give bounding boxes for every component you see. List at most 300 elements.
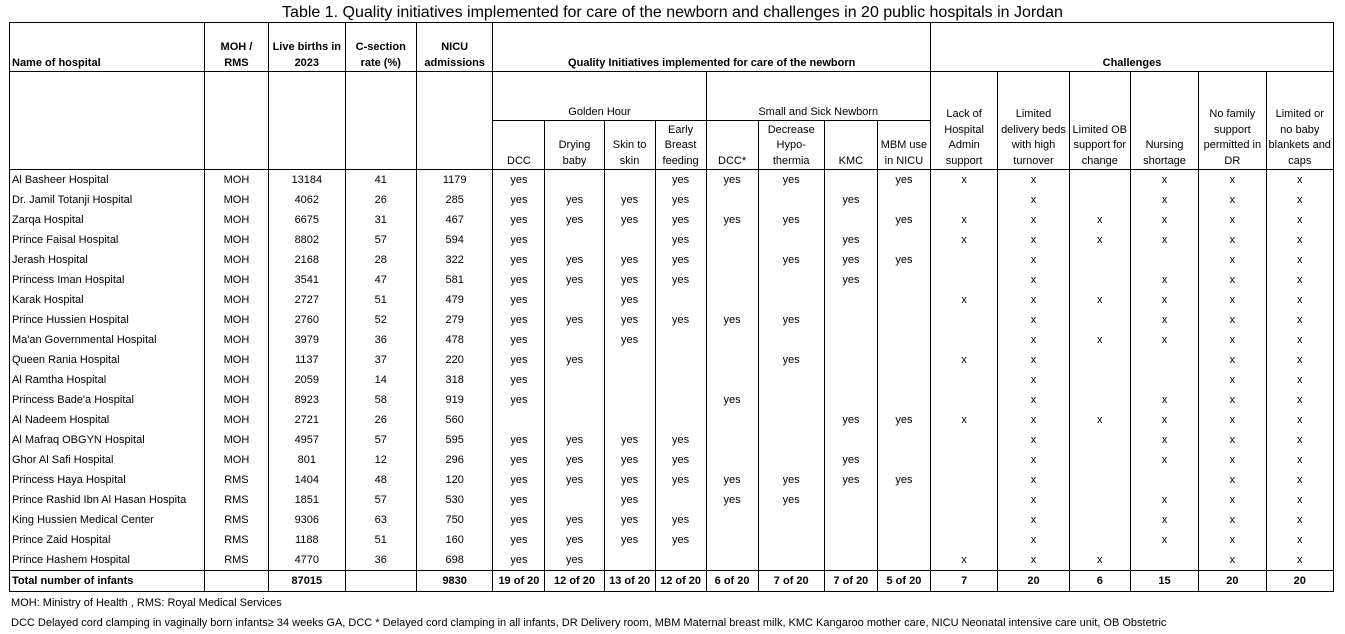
table-cell: x <box>1130 390 1198 410</box>
table-cell: 51 <box>345 530 416 550</box>
hospital-name: Princess Bade'a Hospital <box>10 390 205 410</box>
table-cell: x <box>930 210 997 230</box>
table-cell: MOH <box>204 250 268 270</box>
table-cell: yes <box>493 430 545 450</box>
table-cell: 318 <box>416 370 492 390</box>
table-cell: 220 <box>416 350 492 370</box>
table-cell <box>877 270 930 290</box>
table-row <box>10 190 1334 210</box>
table-cell: MOH <box>204 230 268 250</box>
table-cell: 7 of 20 <box>758 571 824 592</box>
table-cell: yes <box>545 210 604 230</box>
table-cell <box>706 370 758 390</box>
table-cell <box>706 550 758 571</box>
table-cell <box>930 370 997 390</box>
table-cell: yes <box>493 270 545 290</box>
table-cell <box>930 430 997 450</box>
table-cell <box>1069 470 1130 490</box>
table-cell: 14 <box>345 370 416 390</box>
table-cell: x <box>1130 310 1198 330</box>
table-cell: MOH <box>204 310 268 330</box>
table-cell: yes <box>545 350 604 370</box>
table-cell <box>706 510 758 530</box>
table-cell <box>824 490 877 510</box>
table-cell <box>758 510 824 530</box>
table-cell: x <box>1266 370 1334 390</box>
table-cell: x <box>1199 530 1266 550</box>
table-cell: 2168 <box>269 250 345 270</box>
table-cell: MOH <box>204 410 268 430</box>
table-cell <box>758 450 824 470</box>
table-cell <box>545 170 604 191</box>
table-cell: 2727 <box>269 290 345 310</box>
table-cell: 8802 <box>269 230 345 250</box>
table-cell: 7 of 20 <box>824 571 877 592</box>
hospital-name: Al Mafraq OBGYN Hospital <box>10 430 205 450</box>
hospital-name: Al Nadeem Hospital <box>10 410 205 430</box>
table-cell <box>706 350 758 370</box>
table-row <box>10 370 1334 390</box>
table-cell: x <box>1199 190 1266 210</box>
table-cell: 160 <box>416 530 492 550</box>
table-cell: x <box>998 390 1069 410</box>
table-cell: 57 <box>345 230 416 250</box>
table-cell: yes <box>493 230 545 250</box>
table-cell: yes <box>604 490 655 510</box>
table-cell <box>758 550 824 571</box>
table-cell: 20 <box>1266 571 1334 592</box>
table-cell: 530 <box>416 490 492 510</box>
table-cell <box>1130 550 1198 571</box>
table-cell: x <box>1266 450 1334 470</box>
hospital-name: Karak Hospital <box>10 290 205 310</box>
table-cell: yes <box>493 310 545 330</box>
table-cell: 8923 <box>269 390 345 410</box>
table-cell: 9306 <box>269 510 345 530</box>
table-cell <box>824 390 877 410</box>
table-cell <box>930 470 997 490</box>
table-cell <box>655 550 706 571</box>
table-cell: yes <box>493 190 545 210</box>
table-cell: 1188 <box>269 530 345 550</box>
table-cell <box>758 190 824 210</box>
table-cell <box>1069 510 1130 530</box>
header-challenges-group: Challenges <box>930 23 1333 72</box>
table-cell: yes <box>877 210 930 230</box>
table-cell: 12 of 20 <box>545 571 604 592</box>
table-cell: yes <box>604 250 655 270</box>
table-cell: 26 <box>345 410 416 430</box>
table-cell: x <box>1199 310 1266 330</box>
table-cell: x <box>1266 330 1334 350</box>
table-cell: x <box>1199 170 1266 191</box>
table-cell <box>545 410 604 430</box>
table-cell: x <box>930 230 997 250</box>
table-cell <box>655 410 706 430</box>
table-cell: 20 <box>998 571 1069 592</box>
quality-initiatives-table <box>9 22 1334 592</box>
table-cell: x <box>998 270 1069 290</box>
table-cell <box>877 290 930 310</box>
table-cell: yes <box>545 430 604 450</box>
table-cell: x <box>1199 370 1266 390</box>
table-cell: MOH <box>204 390 268 410</box>
table-cell: x <box>998 250 1069 270</box>
hospital-name: Princess Haya Hospital <box>10 470 205 490</box>
table-cell <box>604 410 655 430</box>
table-cell <box>930 310 997 330</box>
table-cell <box>706 250 758 270</box>
table-cell <box>545 370 604 390</box>
table-cell: x <box>930 290 997 310</box>
table-cell: yes <box>545 470 604 490</box>
table-cell <box>655 370 706 390</box>
table-cell: yes <box>493 170 545 191</box>
table-cell: x <box>998 410 1069 430</box>
table-cell: MOH <box>204 350 268 370</box>
table-cell: 51 <box>345 290 416 310</box>
table-cell <box>930 490 997 510</box>
table-cell: yes <box>545 310 604 330</box>
table-cell: yes <box>655 430 706 450</box>
table-cell <box>758 290 824 310</box>
header-golden-hour: Golden Hour <box>493 72 706 121</box>
table-row <box>10 170 1334 191</box>
table-cell: yes <box>655 190 706 210</box>
table-cell: x <box>998 430 1069 450</box>
table-cell: 919 <box>416 390 492 410</box>
table-cell: x <box>1266 270 1334 290</box>
table-cell <box>758 530 824 550</box>
table-cell: x <box>998 190 1069 210</box>
table-cell <box>1069 250 1130 270</box>
table-cell: yes <box>655 510 706 530</box>
table-cell <box>930 450 997 470</box>
table-cell: yes <box>493 390 545 410</box>
table-cell <box>545 290 604 310</box>
table-cell: yes <box>824 410 877 430</box>
table-cell: x <box>998 490 1069 510</box>
table-cell: 13 of 20 <box>604 571 655 592</box>
table-cell <box>930 250 997 270</box>
table-row <box>10 250 1334 270</box>
table-cell: yes <box>824 270 877 290</box>
header-ch5: No family support permitted in DR <box>1199 72 1266 170</box>
table-cell: yes <box>758 490 824 510</box>
table-cell <box>706 410 758 430</box>
hospital-name: Prince Hussien Hospital <box>10 310 205 330</box>
table-cell: x <box>1069 230 1130 250</box>
table-cell: x <box>1266 550 1334 571</box>
table-cell: x <box>1266 170 1334 191</box>
hospital-name: Ma'an Governmental Hospital <box>10 330 205 350</box>
header-ch1: Lack of Hospital Admin support <box>930 72 997 170</box>
table-cell <box>1069 350 1130 370</box>
table-row <box>10 470 1334 490</box>
table-cell <box>930 530 997 550</box>
table-cell <box>877 490 930 510</box>
table-cell <box>1130 470 1198 490</box>
table-cell: yes <box>655 530 706 550</box>
table-cell: 594 <box>416 230 492 250</box>
table-cell: 1404 <box>269 470 345 490</box>
hospital-name: Dr. Jamil Totanji Hospital <box>10 190 205 210</box>
table-cell: x <box>1130 210 1198 230</box>
table-cell: x <box>930 410 997 430</box>
table-cell: x <box>1266 510 1334 530</box>
table-cell <box>758 410 824 430</box>
table-cell: MOH <box>204 170 268 191</box>
table-cell: 6 of 20 <box>706 571 758 592</box>
table-cell: 1851 <box>269 490 345 510</box>
table-cell: 28 <box>345 250 416 270</box>
table-cell: yes <box>493 330 545 350</box>
table-cell: yes <box>877 470 930 490</box>
header-dcc: DCC <box>493 121 545 170</box>
table-cell: x <box>1266 470 1334 490</box>
table-cell <box>604 350 655 370</box>
table-cell: x <box>998 510 1069 530</box>
table-cell: x <box>1199 450 1266 470</box>
table-cell: yes <box>545 550 604 571</box>
table-cell: x <box>1130 270 1198 290</box>
header-ch3: Limited OB support for change <box>1069 72 1130 170</box>
table-cell: yes <box>758 470 824 490</box>
table-cell <box>1069 490 1130 510</box>
table-cell: x <box>1069 210 1130 230</box>
table-cell <box>1069 530 1130 550</box>
table-cell: yes <box>824 250 877 270</box>
table-cell: 9830 <box>416 571 492 592</box>
table-cell: x <box>930 350 997 370</box>
table-cell: 285 <box>416 190 492 210</box>
table-cell: 322 <box>416 250 492 270</box>
table-cell: MOH <box>204 270 268 290</box>
table-row <box>10 270 1334 290</box>
table-cell <box>655 490 706 510</box>
table-cell <box>604 170 655 191</box>
table-cell: 87015 <box>269 571 345 592</box>
table-cell: 63 <box>345 510 416 530</box>
footnote-abbrev-1: MOH: Ministry of Health , RMS: Royal Medical Services <box>11 597 282 609</box>
table-cell: 31 <box>345 210 416 230</box>
table-cell <box>824 530 877 550</box>
table-cell <box>545 330 604 350</box>
hospital-name: Prince Hashem Hospital <box>10 550 205 571</box>
table-cell: x <box>1069 330 1130 350</box>
table-cell: MOH <box>204 370 268 390</box>
table-cell <box>824 370 877 390</box>
table-cell: x <box>1199 350 1266 370</box>
table-cell: yes <box>493 530 545 550</box>
table-cell: 478 <box>416 330 492 350</box>
table-cell: yes <box>758 250 824 270</box>
table-cell: yes <box>493 290 545 310</box>
table-cell: yes <box>604 330 655 350</box>
table-cell: x <box>998 550 1069 571</box>
table-cell: x <box>998 310 1069 330</box>
table-cell <box>493 410 545 430</box>
table-cell: x <box>1199 490 1266 510</box>
hospital-name: Al Basheer Hospital <box>10 170 205 191</box>
header-ebf: Early Breast feeding <box>655 121 706 170</box>
table-cell: yes <box>493 510 545 530</box>
table-cell <box>1069 430 1130 450</box>
table-cell: x <box>998 450 1069 470</box>
table-cell: yes <box>877 170 930 191</box>
table-cell <box>877 430 930 450</box>
table-cell <box>824 330 877 350</box>
hospital-name: Prince Zaid Hospital <box>10 530 205 550</box>
table-cell <box>1069 370 1130 390</box>
table-cell: x <box>1266 190 1334 210</box>
table-cell <box>604 390 655 410</box>
table-row <box>10 310 1334 330</box>
table-cell: yes <box>706 490 758 510</box>
table-cell <box>877 330 930 350</box>
table-cell: 41 <box>345 170 416 191</box>
header-row-top <box>10 23 1334 72</box>
table-cell <box>824 510 877 530</box>
table-cell: x <box>1130 170 1198 191</box>
table-cell <box>877 190 930 210</box>
table-cell <box>877 530 930 550</box>
table-cell: yes <box>655 170 706 191</box>
table-cell: MOH <box>204 430 268 450</box>
table-cell: 1179 <box>416 170 492 191</box>
table-cell: 36 <box>345 550 416 571</box>
table-cell: yes <box>824 190 877 210</box>
table-cell: x <box>1266 350 1334 370</box>
header-nicu: NICU admissions <box>416 23 492 72</box>
table-cell <box>706 530 758 550</box>
header-dcc-star: DCC* <box>706 121 758 170</box>
table-cell: yes <box>493 550 545 571</box>
table-cell: 5 of 20 <box>877 571 930 592</box>
table-cell: x <box>998 350 1069 370</box>
table-cell: yes <box>655 450 706 470</box>
header-small-sick: Small and Sick Newborn <box>706 72 930 121</box>
table-cell <box>877 510 930 530</box>
table-cell: 3979 <box>269 330 345 350</box>
table-cell: x <box>1266 230 1334 250</box>
table-cell <box>930 390 997 410</box>
table-cell: yes <box>824 470 877 490</box>
table-cell: x <box>1130 330 1198 350</box>
table-cell: x <box>1130 530 1198 550</box>
hospital-name: King Hussien Medical Center <box>10 510 205 530</box>
table-cell: yes <box>824 450 877 470</box>
footnote-abbrev-2: DCC Delayed cord clamping in vaginally born infants≥ 34 weeks GA, DCC * Delayed cord clamping in all infants, DR Delivery room, MBM Maternal breast milk, KMC Kangaroo mother care, NICU Neonatal intensive care unit, OB Obstetric <box>11 617 1167 629</box>
table-cell: x <box>1266 250 1334 270</box>
table-cell: yes <box>493 470 545 490</box>
hospital-name: Al Ramtha Hospital <box>10 370 205 390</box>
table-cell: yes <box>545 250 604 270</box>
table-cell: RMS <box>204 550 268 571</box>
header-ch2: Limited delivery beds with high turnover <box>998 72 1069 170</box>
table-row <box>10 410 1334 430</box>
table-cell <box>758 270 824 290</box>
table-cell: x <box>1130 510 1198 530</box>
table-cell <box>930 270 997 290</box>
table-cell <box>824 310 877 330</box>
table-row <box>10 550 1334 571</box>
header-skin: Skin to skin <box>604 121 655 170</box>
table-row <box>10 510 1334 530</box>
table-cell: yes <box>655 250 706 270</box>
table-cell: 1137 <box>269 350 345 370</box>
table-title: Table 1. Quality initiatives implemented for care of the newborn and challenges in 20 public hospitals in Jordan <box>282 4 1063 21</box>
header-mbm: MBM use in NICU <box>877 121 930 170</box>
hospital-name: Jerash Hospital <box>10 250 205 270</box>
table-cell: yes <box>545 450 604 470</box>
table-cell: yes <box>604 530 655 550</box>
table-cell: x <box>930 170 997 191</box>
table-cell: MOH <box>204 450 268 470</box>
table-cell: yes <box>877 250 930 270</box>
header-births: Live births in 2023 <box>269 23 345 72</box>
table-cell: x <box>1199 250 1266 270</box>
table-cell <box>824 290 877 310</box>
table-cell: yes <box>493 250 545 270</box>
table-cell <box>1130 250 1198 270</box>
table-cell: x <box>1266 310 1334 330</box>
table-cell: 801 <box>269 450 345 470</box>
table-cell: 279 <box>416 310 492 330</box>
table-cell <box>877 310 930 330</box>
table-cell: 595 <box>416 430 492 450</box>
table-cell: yes <box>604 290 655 310</box>
table-cell <box>758 430 824 450</box>
table-cell <box>930 510 997 530</box>
table-cell: x <box>1266 290 1334 310</box>
table-cell: yes <box>545 510 604 530</box>
header-drying: Drying baby <box>545 121 604 170</box>
table-cell: yes <box>493 450 545 470</box>
table-cell: yes <box>758 170 824 191</box>
table-cell: MOH <box>204 190 268 210</box>
table-cell: MOH <box>204 210 268 230</box>
table-cell: x <box>1266 530 1334 550</box>
table-cell: 2760 <box>269 310 345 330</box>
table-cell: 560 <box>416 410 492 430</box>
table-cell <box>706 270 758 290</box>
table-cell: x <box>1130 190 1198 210</box>
table-cell: x <box>1266 490 1334 510</box>
table-cell: 52 <box>345 310 416 330</box>
table-cell: yes <box>604 190 655 210</box>
table-row <box>10 490 1334 510</box>
header-ch4: Nursing shortage <box>1130 72 1198 170</box>
table-cell: yes <box>604 470 655 490</box>
table-cell: x <box>1266 410 1334 430</box>
table-cell <box>824 210 877 230</box>
table-cell: x <box>998 290 1069 310</box>
table-cell: yes <box>655 310 706 330</box>
table-row <box>10 450 1334 470</box>
table-row <box>10 350 1334 370</box>
table-cell <box>877 450 930 470</box>
table-cell: x <box>1199 230 1266 250</box>
table-cell: 6675 <box>269 210 345 230</box>
table-cell: 4062 <box>269 190 345 210</box>
table-cell: x <box>1130 430 1198 450</box>
table-cell <box>877 230 930 250</box>
table-cell: yes <box>604 430 655 450</box>
table-cell: 47 <box>345 270 416 290</box>
table-cell <box>706 290 758 310</box>
table-cell <box>877 550 930 571</box>
